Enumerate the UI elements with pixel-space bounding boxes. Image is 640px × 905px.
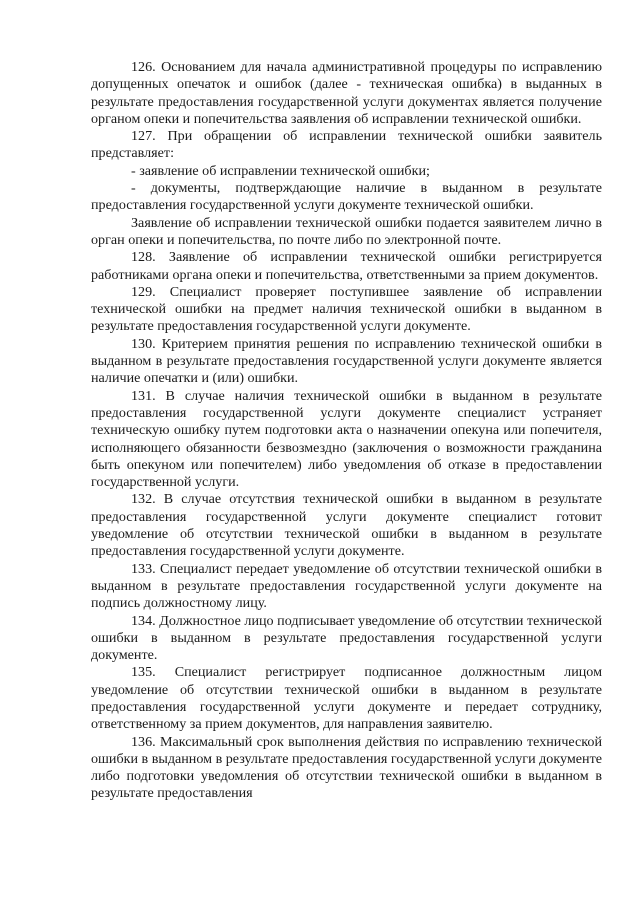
paragraph-126: 126. Основанием для начала административной процедуры по исправлению допущенных опечаток и ошибок (далее - техническая ошибка) в выданных в результате предоставления государственной услуги документах является получение органом опеки и попечительства заявления об исправлении технической ошибки. bbox=[91, 59, 602, 127]
paragraph-131: 131. В случае наличия технической ошибки в выданном в результате предоставления государственной услуги документе специалист устраняет техническую ошибку путем подготовки акта о назначении опекуна или попечителя, исполняющего обязанности безвозмездно (заключения о возможности гражданина быть опекуном или попечителем) либо уведомления об отказе в предоставлении государственной услуги. bbox=[91, 387, 602, 491]
paragraph-134: 134. Должностное лицо подписывает уведомление об отсутствии технической ошибки в выданном в результате предоставления государственной услуги документе. bbox=[91, 612, 602, 664]
document-page bbox=[91, 59, 602, 803]
paragraph-129: 129. Специалист проверяет поступившее заявление об исправлении технической ошибки на предмет наличия технической ошибки в выданном в результате предоставления государственной услуги документе. bbox=[91, 283, 602, 335]
paragraph-135: 135. Специалист регистрирует подписанное должностным лицом уведомление об отсутствии технической ошибки в выданном в результате предоставления государственной услуги документе и передает сотруднику, ответственному за прием документов, для направления заявителю. bbox=[91, 664, 602, 733]
paragraph-127: 127. При обращении об исправлении технической ошибки заявитель представляет: bbox=[91, 128, 602, 162]
list-item-documents: - документы, подтверждающие наличие в выданном в результате предоставления государственной услуги документе технической ошибки. bbox=[91, 180, 602, 214]
list-item-application: - заявление об исправлении технической ошибки; bbox=[131, 162, 430, 179]
paragraph-132: 132. В случае отсутствия технической ошибки в выданном в результате предоставления государственной услуги документе специалист готовит уведомление об отсутствии технической ошибки в выданном в результате предоставления государственной услуги документе. bbox=[91, 491, 602, 560]
paragraph-133: 133. Специалист передает уведомление об отсутствии технической ошибки в выданном в результате предоставления государственной услуги документе на подпись должностному лицу. bbox=[91, 560, 602, 612]
paragraph-submission: Заявление об исправлении технической ошибки подается заявителем лично в орган опеки и попечительства, по почте либо по электронной почте. bbox=[91, 214, 602, 248]
paragraph-136: 136. Максимальный срок выполнения действия по исправлению технической ошибки в выданном в результате предоставления государственной услуги документе либо подготовки уведомления об отсутствии технической ошибки в выданном в результате предоставления bbox=[91, 733, 602, 802]
paragraph-130: 130. Критерием принятия решения по исправлению технической ошибки в выданном в результате предоставления государственной услуги документе является наличие опечатки и (или) ошибки. bbox=[91, 335, 602, 387]
paragraph-128: 128. Заявление об исправлении технической ошибки регистрируется работниками органа опеки и попечительства, ответственными за прием документов. bbox=[91, 249, 602, 283]
